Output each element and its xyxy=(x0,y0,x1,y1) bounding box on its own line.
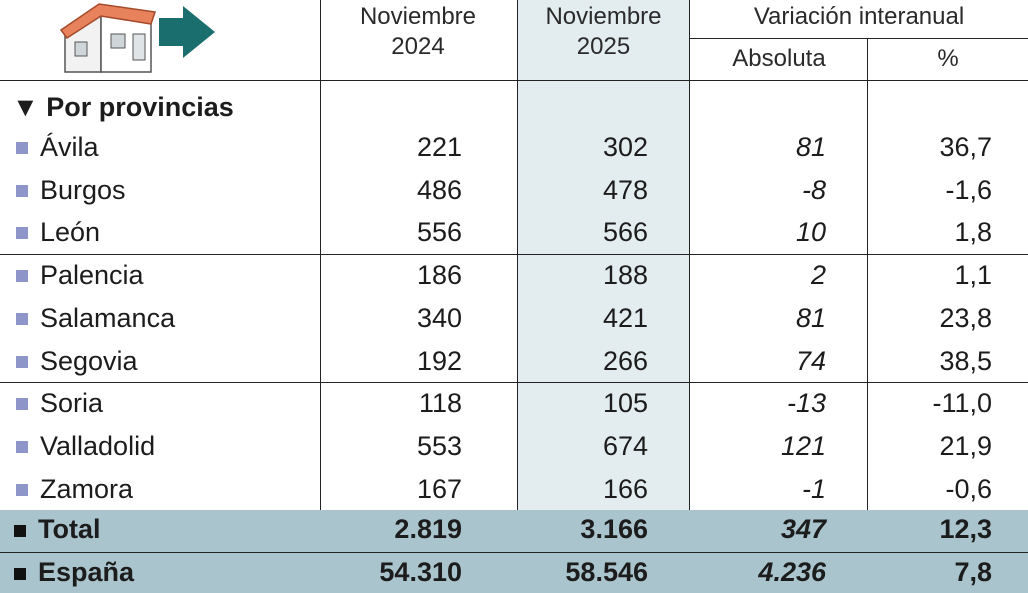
spain-row xyxy=(0,553,1028,593)
bullet-icon xyxy=(16,270,28,282)
value-percent: 38,5 xyxy=(939,345,992,376)
header-absolute: Absoluta xyxy=(732,45,826,72)
value-absolute: 121 xyxy=(780,430,826,461)
value-absolute: 10 xyxy=(795,217,826,248)
total-row xyxy=(0,510,1028,552)
value-absolute: -13 xyxy=(786,388,826,419)
value-percent: 7,8 xyxy=(954,557,992,587)
value-percent: 1,8 xyxy=(954,217,992,248)
value-absolute: -1 xyxy=(801,473,826,504)
value-2024: 486 xyxy=(416,174,462,205)
row-name: Palencia xyxy=(40,260,144,291)
table-row xyxy=(0,128,1028,171)
bullet-icon xyxy=(16,313,28,325)
bullet-icon xyxy=(14,568,26,580)
header-2025-line2: 2025 xyxy=(576,33,631,60)
header-subdivider xyxy=(690,38,1028,39)
value-absolute: 81 xyxy=(795,132,826,162)
row-name: León xyxy=(40,217,101,248)
value-percent: 23,8 xyxy=(939,302,992,333)
header-2024-line1: Noviembre xyxy=(359,3,477,30)
value-2025: 266 xyxy=(602,345,648,376)
header-percent: % xyxy=(937,45,959,72)
bullet-icon xyxy=(16,484,28,496)
value-2024: 340 xyxy=(416,302,462,333)
value-2024: 221 xyxy=(416,132,462,162)
value-absolute: 81 xyxy=(795,302,826,333)
value-2025: 302 xyxy=(602,132,648,162)
table-row xyxy=(0,256,1028,299)
value-2024: 54.310 xyxy=(379,557,462,587)
table-row xyxy=(0,470,1028,513)
value-percent: -11,0 xyxy=(932,388,992,419)
value-absolute: -8 xyxy=(801,174,826,205)
value-percent: -1,6 xyxy=(945,174,992,205)
value-2024: 118 xyxy=(418,388,462,419)
table-row xyxy=(0,342,1028,385)
row-name: Salamanca xyxy=(40,302,176,333)
bullet-icon xyxy=(16,398,28,410)
value-2024: 2.819 xyxy=(394,514,462,544)
value-absolute: 2 xyxy=(810,260,826,291)
header-2024 xyxy=(330,2,506,62)
table-row xyxy=(0,427,1028,470)
bullet-icon xyxy=(16,227,28,239)
row-name: Valladolid xyxy=(40,430,156,461)
value-2025: 105 xyxy=(602,388,648,419)
bullet-icon xyxy=(16,185,28,197)
header-2025 xyxy=(518,2,689,62)
table-row xyxy=(0,171,1028,214)
bullet-icon xyxy=(16,142,28,154)
value-absolute: 4.236 xyxy=(758,557,826,587)
value-2025: 674 xyxy=(602,430,648,461)
row-name: España xyxy=(38,557,135,587)
bullet-icon xyxy=(16,356,28,368)
value-percent: -0,6 xyxy=(945,473,992,504)
value-percent: 1,1 xyxy=(954,260,992,291)
value-2025: 421 xyxy=(602,302,648,333)
value-2024: 192 xyxy=(416,345,462,376)
house-with-arrow-icon xyxy=(55,0,225,78)
row-name: Soria xyxy=(40,388,104,419)
value-2025: 188 xyxy=(602,260,648,291)
value-absolute: 347 xyxy=(780,514,826,544)
row-name: Total xyxy=(38,514,101,544)
value-2024: 556 xyxy=(416,217,462,248)
value-2025: 478 xyxy=(602,174,648,205)
value-absolute: 74 xyxy=(795,345,826,376)
table-row xyxy=(0,384,1028,427)
value-percent: 21,9 xyxy=(939,430,992,461)
header-2024-line2: 2024 xyxy=(391,33,445,60)
value-2025: 566 xyxy=(602,217,648,248)
value-2024: 167 xyxy=(416,473,462,504)
value-2025: 58.546 xyxy=(565,557,648,587)
table-row xyxy=(0,213,1028,256)
row-name: Ávila xyxy=(40,132,99,162)
bullet-icon xyxy=(14,525,26,537)
header-bottom-rule xyxy=(0,80,1028,81)
header-2025-line1: Noviembre xyxy=(545,3,662,30)
value-percent: 12,3 xyxy=(939,514,992,544)
value-2024: 553 xyxy=(416,430,462,461)
section-title: ▼ Por provincias xyxy=(12,92,234,122)
row-name: Segovia xyxy=(40,345,138,376)
row-name: Burgos xyxy=(40,174,126,205)
value-percent: 36,7 xyxy=(939,132,992,162)
value-2025: 3.166 xyxy=(580,514,648,544)
row-name: Zamora xyxy=(40,473,134,504)
value-2024: 186 xyxy=(416,260,462,291)
table-row xyxy=(0,299,1028,342)
value-2025: 166 xyxy=(602,473,648,504)
header-variation: Variación interanual xyxy=(753,3,965,30)
bullet-icon xyxy=(16,441,28,453)
